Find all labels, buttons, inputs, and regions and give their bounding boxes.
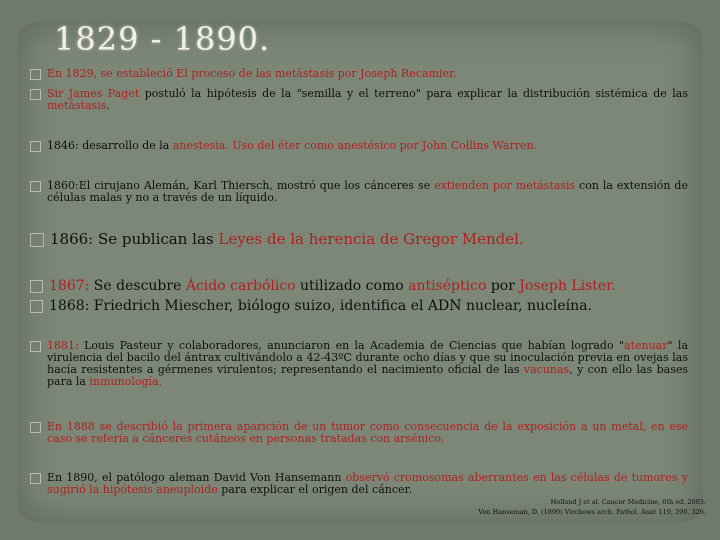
- list-item: [30, 88, 688, 112]
- slide-title: 1829 - 1890.: [54, 20, 271, 58]
- checkbox-bullet-icon: [30, 89, 41, 100]
- item-text: En 1890, el patólogo aleman David Von Hansemann observó cromosomas aberrantes en las células de tumores y sugirió la hipótesis aneuploide para explicar el origen del cáncer.: [47, 471, 688, 496]
- list-item: [30, 278, 688, 295]
- item-text: En 1888 se describió la primera aparición de un tumor como consecuencia de la exposición a un metal, en ese caso se refería a cánceres cutáneos en personas tratadas con arsénico.: [47, 420, 688, 445]
- item-text: Sir James Paget postuló la hipótesis de la "semilla y el terreno" para explicar la distribución sistémica de las metástasis.: [47, 87, 689, 112]
- list-item: [30, 140, 688, 152]
- reference-line: Holland J et al. Cancer Medicine, 6th ed. 2003.: [550, 498, 706, 506]
- checkbox-bullet-icon: [30, 300, 43, 313]
- list-item: [30, 340, 688, 388]
- list-item: [30, 230, 688, 248]
- item-text: 1860:El cirujano Alemán, Karl Thiersch, mostró que los cánceres se extienden por metástasis con la extensión de células malas y no a través de un líquido.: [47, 179, 688, 204]
- item-text: 1868: Friedrich Miescher, biólogo suizo, identifica el ADN nuclear, nucleína.: [49, 298, 592, 314]
- checkbox-bullet-icon: [30, 280, 43, 293]
- list-item: [30, 421, 688, 445]
- reference-line: Von Hanseman, D. (1890) Virchows arch. Pathol. Anat 119, 299, 326.: [478, 508, 706, 516]
- item-text: 1846: desarrollo de la anestesia. Uso del éter como anestésico por John Collins Warren.: [47, 139, 538, 152]
- list-item: [30, 298, 688, 315]
- item-text: 1867: Se descubre Ácido carbólico utilizado como antiséptico por Joseph Lister.: [49, 278, 616, 294]
- list-item: [30, 472, 688, 496]
- checkbox-bullet-icon: [30, 141, 41, 152]
- checkbox-bullet-icon: [30, 473, 41, 484]
- item-text: 1866: Se publican las Leyes de la herencia de Gregor Mendel.: [50, 230, 524, 248]
- list-item: [30, 180, 688, 204]
- item-text: En 1829, se estableció El proceso de las metástasis por Joseph Recamier.: [47, 67, 457, 80]
- checkbox-bullet-icon: [30, 233, 44, 247]
- checkbox-bullet-icon: [30, 69, 41, 80]
- list-item: [30, 68, 688, 80]
- references: [478, 497, 706, 517]
- item-text: 1881: Louis Pasteur y colaboradores, anunciaron en la Academia de Ciencias que habían logrado "atenuar" la virulencia del bacilo del ántrax cultivándolo a 42-43ºC durante ocho días y que su inoculación previa en ovejas las hacía resistentes a gérmenes virulentos; representando el nacimiento oficial de las vacunas, y con ello las bases para la inmunología.: [47, 339, 688, 388]
- checkbox-bullet-icon: [30, 422, 41, 433]
- checkbox-bullet-icon: [30, 181, 41, 192]
- checkbox-bullet-icon: [30, 341, 41, 352]
